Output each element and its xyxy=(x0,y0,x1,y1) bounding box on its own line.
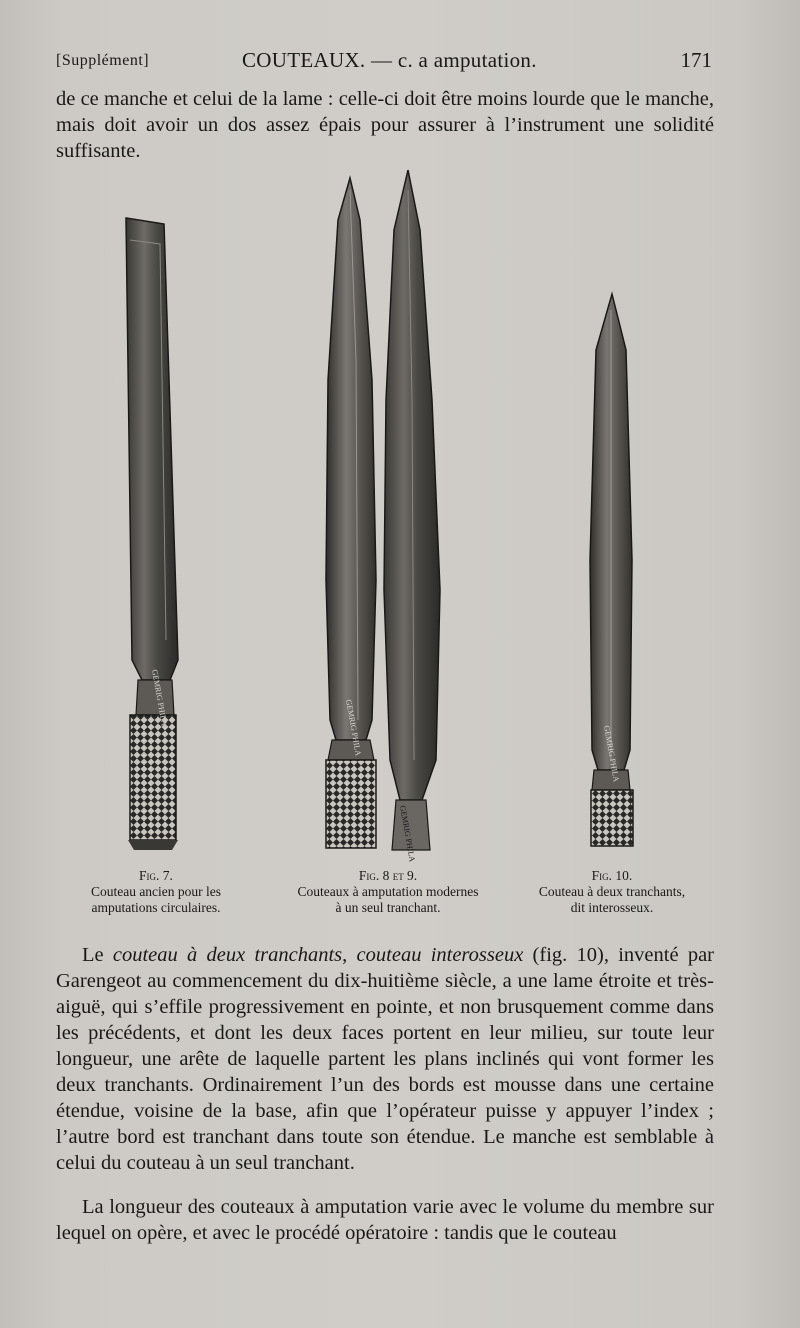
caption-fig-8-9-label: Fig. 8 et 9. xyxy=(358,868,418,883)
para2-sep: , xyxy=(342,944,357,966)
caption-fig-7-label: Fig. 7. xyxy=(139,868,173,883)
para2-term-deux-tranchants: couteau à deux tranchants xyxy=(112,944,343,966)
knife-figures xyxy=(60,160,720,880)
caption-fig-8-9 xyxy=(268,868,508,916)
caption-fig-7 xyxy=(66,868,246,916)
knife-fig-8 xyxy=(326,178,376,848)
top-paragraph: de ce manche et celui de la lame : celle-ci doit être moins lourde que le manche, mais doit avoir un dos assez épais pour assurer à l’instrument une solidité suffisante. xyxy=(56,88,714,162)
caption-fig-7-line1: Couteau ancien pour les xyxy=(90,884,222,899)
fig7-stamp: GEMRIG PHILA xyxy=(150,668,169,727)
figure-captions xyxy=(56,868,714,920)
caption-fig-10-line1: Couteau à deux tranchants, xyxy=(538,884,686,899)
caption-fig-10 xyxy=(512,868,712,916)
fig9-stamp: GEMRIG PHILA xyxy=(398,804,417,863)
caption-fig-10-label: Fig. 10. xyxy=(591,868,633,883)
knife-fig-7 xyxy=(126,218,178,850)
caption-fig-7-line2: amputations circulaires. xyxy=(91,900,221,915)
para3-text: La longueur des couteaux à amputation varie avec le volume du membre sur lequel on opère, et avec le procédé opératoire : tandis que le couteau xyxy=(56,1196,714,1244)
header-section: [Supplément] xyxy=(56,52,150,69)
knife-illustrations xyxy=(60,160,720,880)
knife-fig-9 xyxy=(384,170,440,863)
para2-rest: (fig. 10), inventé par Garengeot au commencement du dix-huitième siècle, a une lame étroite et très-aiguë, qui s’effile progressivement en pointe, et non brusquement comme dans les précédents, et dont les deux faces portent en leur milieu, sur toute leur longueur, une arête de laquelle partent les plans inclinés qui vont former les deux tranchants. Ordinairement l’un des bords est mousse dans une certaine étendue, voisine de la base, afin que l’opérateur puisse y appuyer l’index ; l’autre bord est tranchant dans toute son étendue. Le manche est semblable à celui du couteau à un seul tranchant. xyxy=(56,944,714,1174)
running-header xyxy=(56,48,712,78)
knife-fig-10 xyxy=(590,294,633,846)
paragraph-longueur xyxy=(56,1194,714,1246)
fig8-stamp: GEMRIG PHILA xyxy=(344,698,363,757)
paragraph-couteau-interosseux xyxy=(56,942,714,1176)
caption-fig-8-9-line2: à un seul tranchant. xyxy=(335,900,441,915)
fig10-stamp: GEMRIG PHILA xyxy=(602,724,621,783)
caption-fig-10-line2: dit interosseux. xyxy=(570,900,654,915)
para2-lead: Le xyxy=(82,944,113,966)
header-title: COUTEAUX. — c. a amputation. xyxy=(242,48,537,72)
para2-term-interosseux: couteau interosseux xyxy=(356,944,524,966)
caption-fig-8-9-line1: Couteaux à amputation modernes xyxy=(297,884,479,899)
page-number: 171 xyxy=(680,48,712,72)
